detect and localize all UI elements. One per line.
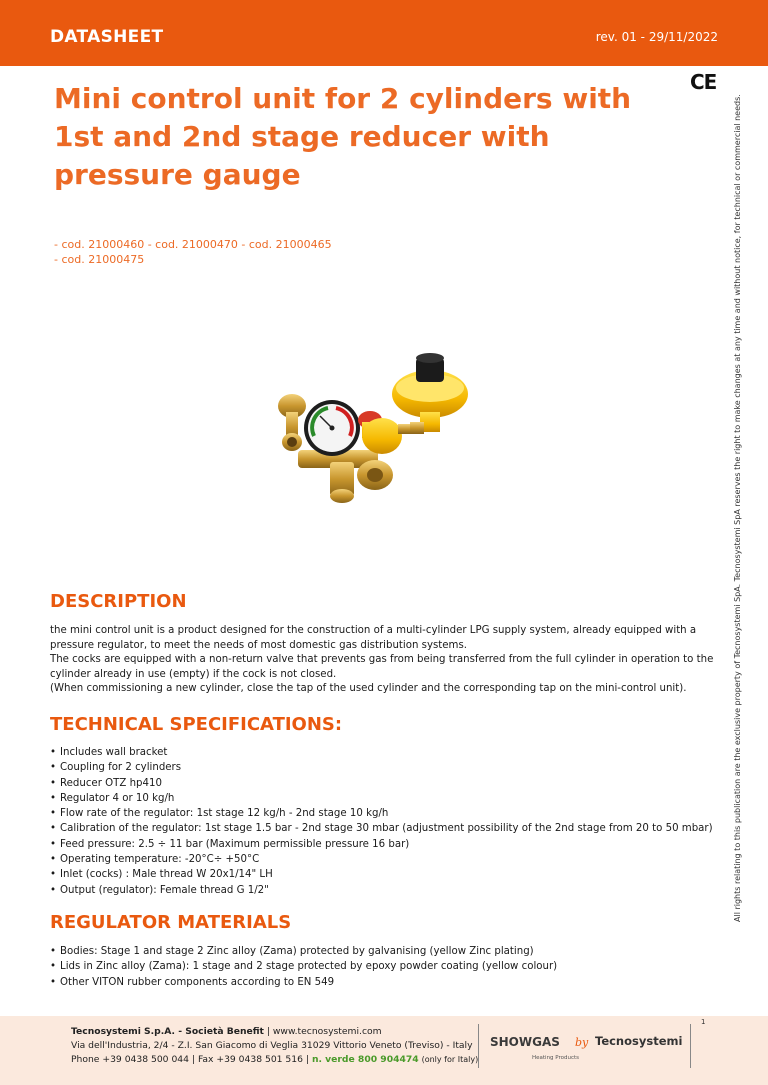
- list-item: • Includes wall bracket: [50, 745, 718, 760]
- list-item: • Feed pressure: 2.5 ÷ 11 bar (Maximum permissible pressure 16 bar): [50, 837, 718, 852]
- description-paragraph-3: (When commissioning a new cylinder, close the tap of the used cylinder and the corresponding tap on the mini-control unit).: [50, 683, 687, 695]
- product-codes: [54, 237, 394, 267]
- list-item: • Operating temperature: -20°C÷ +50°C: [50, 852, 718, 867]
- list-item: • Other VITON rubber components according to EN 549: [50, 975, 718, 990]
- company-address: Via dell'Industria, 2/4 - Z.I. San Giacomo di Veglia 31029 Vittorio Veneto (Treviso) - Italy: [71, 1040, 473, 1051]
- list-item: • Regulator 4 or 10 kg/h: [50, 791, 718, 806]
- footer-divider-right: [690, 1024, 691, 1068]
- list-item: • Flow rate of the regulator: 1st stage 12 kg/h - 2nd stage 10 kg/h: [50, 806, 718, 821]
- list-item: • Reducer OTZ hp410: [50, 776, 718, 791]
- fax-number: Fax +39 0438 501 516: [197, 1054, 303, 1065]
- toll-free-note: (only for Italy): [421, 1055, 479, 1064]
- regulator-materials-heading: REGULATOR MATERIALS: [50, 912, 292, 933]
- description-paragraph-2: The cocks are equipped with a non-return valve that prevents gas from being transferred from the full cylinder in operation to the cylinder already in use (empty) if the cock is not closed.: [50, 654, 714, 680]
- copyright-side-note: All rights relating to this publication are the exclusive property of Tecnosystemi SpA. Tecnosystemi SpA reserves the right to make changes at any time and without notice, for technical or commercial needs.: [733, 94, 742, 922]
- toll-free-number: n. verde 800 904474: [311, 1054, 419, 1065]
- list-item: • Lids in Zinc alloy (Zama): 1 stage and 2 stage protected by epoxy powder coating (yellow colour): [50, 959, 718, 974]
- by-label: by: [575, 1036, 589, 1049]
- showgas-logo-subtitle: Heating Products: [532, 1055, 580, 1061]
- product-image: [270, 350, 480, 510]
- ce-mark-logo: CE: [690, 70, 717, 94]
- list-item: • Output (regulator): Female thread G 1/2": [50, 883, 718, 898]
- product-codes-line-2: - cod. 21000475: [54, 253, 145, 266]
- datasheet-label: DATASHEET: [50, 27, 164, 47]
- technical-specifications-list: [50, 745, 718, 898]
- list-item: • Inlet (cocks) : Male thread W 20x1/14" LH: [50, 867, 718, 882]
- list-item: • Coupling for 2 cylinders: [50, 760, 718, 775]
- website-link[interactable]: www.tecnosystemi.com: [272, 1026, 382, 1037]
- company-name: Tecnosystemi S.p.A. - Società Benefit: [71, 1026, 264, 1037]
- regulator-materials-list: [50, 944, 718, 990]
- technical-specifications-heading: TECHNICAL SPECIFICATIONS:: [50, 714, 343, 735]
- list-item: • Bodies: Stage 1 and stage 2 Zinc alloy (Zama) protected by galvanising (yellow Zinc plating): [50, 944, 718, 959]
- product-codes-line-1: - cod. 21000460 - cod. 21000470 - cod. 21000465: [54, 238, 332, 251]
- footer-divider: [478, 1024, 479, 1068]
- list-item: • Calibration of the regulator: 1st stage 1.5 bar - 2nd stage 30 mbar (adjustment possibility of the 2nd stage from 20 to 50 mbar): [50, 821, 718, 836]
- revision-date: rev. 01 - 29/11/2022: [595, 30, 718, 44]
- description-heading: DESCRIPTION: [50, 591, 187, 612]
- page-title: Mini control unit for 2 cylinders with 1st and 2nd stage reducer with pressure gauge: [54, 82, 632, 191]
- showgas-logo: SHOWGAS: [490, 1035, 560, 1049]
- footer-contact: Tecnosystemi S.p.A. - Società Benefit | www.tecnosystemi.com Via dell'Industria, 2/4 - Z.I. San Giacomo di Veglia 31029 Vittorio Veneto (Treviso) - Italy Phone +39 0438 500 044 | Fax +39 0438 501 516 | n. verde 800 904474 (only for Italy): [71, 1026, 479, 1065]
- description-text: [50, 624, 718, 697]
- description-paragraph-1: the mini control unit is a product designed for the construction of a multi-cylinder LPG supply system, already equipped with a pressure regulator, to meet the needs of most domestic gas distribution systems.: [50, 625, 697, 651]
- phone-number: Phone +39 0438 500 044: [71, 1054, 189, 1065]
- tecnosystemi-logo: Tecnosystemi: [595, 1034, 683, 1048]
- page-number: 1: [701, 1018, 706, 1026]
